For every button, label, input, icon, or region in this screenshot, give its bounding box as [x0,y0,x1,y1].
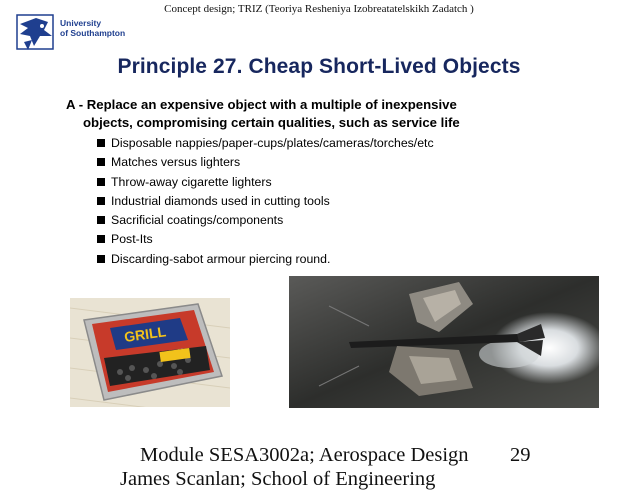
footer-module: Module SESA3002a; Aerospace Design [140,444,469,466]
list-item-text: Post-Its [111,232,153,247]
list-item-text: Industrial diamonds used in cutting tools [111,193,330,208]
list-item [97,230,434,249]
list-item [97,250,434,269]
principle-statement [66,96,586,132]
list-item-text: Discarding-sabot armour piercing round. [111,251,331,266]
list-item-text: Throw-away cigarette lighters [111,174,272,189]
footer [140,444,540,467]
principle-line-2: objects, compromising certain qualities, such as service life [83,115,460,130]
logo-text [60,18,125,38]
university-crest-icon [14,12,60,54]
bullet-square-icon [97,216,105,224]
list-item [97,192,434,211]
bullet-square-icon [97,235,105,243]
list-item-text: Disposable nappies/paper-cups/plates/cameras/torches/etc [111,136,434,150]
slide-header: Concept design; TRIZ (Teoriya Resheniya Izobreatatelskikh Zadatch ) [164,3,474,15]
footer-author: James Scanlan; School of Engineering [120,468,436,490]
bullet-square-icon [97,139,105,147]
disposable-grill-image [70,298,230,407]
logo-line-1: University [60,18,102,28]
list-item-text: Matches versus lighters [111,155,241,170]
bullet-square-icon [97,255,105,263]
list-item-text: Sacrificial coatings/components [111,213,284,228]
list-item [97,173,434,192]
bullet-square-icon [97,178,105,186]
grill-label: GRILL [123,323,168,345]
bullet-square-icon [97,158,105,166]
university-logo [14,12,134,54]
page-title: Principle 27. Cheap Short-Lived Objects [117,55,521,78]
list-item [97,134,434,153]
page-number: 29 [510,444,531,466]
bullet-square-icon [97,197,105,205]
sabot-round-image [289,276,599,408]
example-list [97,134,434,269]
list-item [97,153,434,172]
principle-line-1: A - Replace an expensive object with a multiple of inexpensive [66,97,457,112]
list-item [97,211,434,230]
logo-line-2: of Southampton [60,28,126,38]
